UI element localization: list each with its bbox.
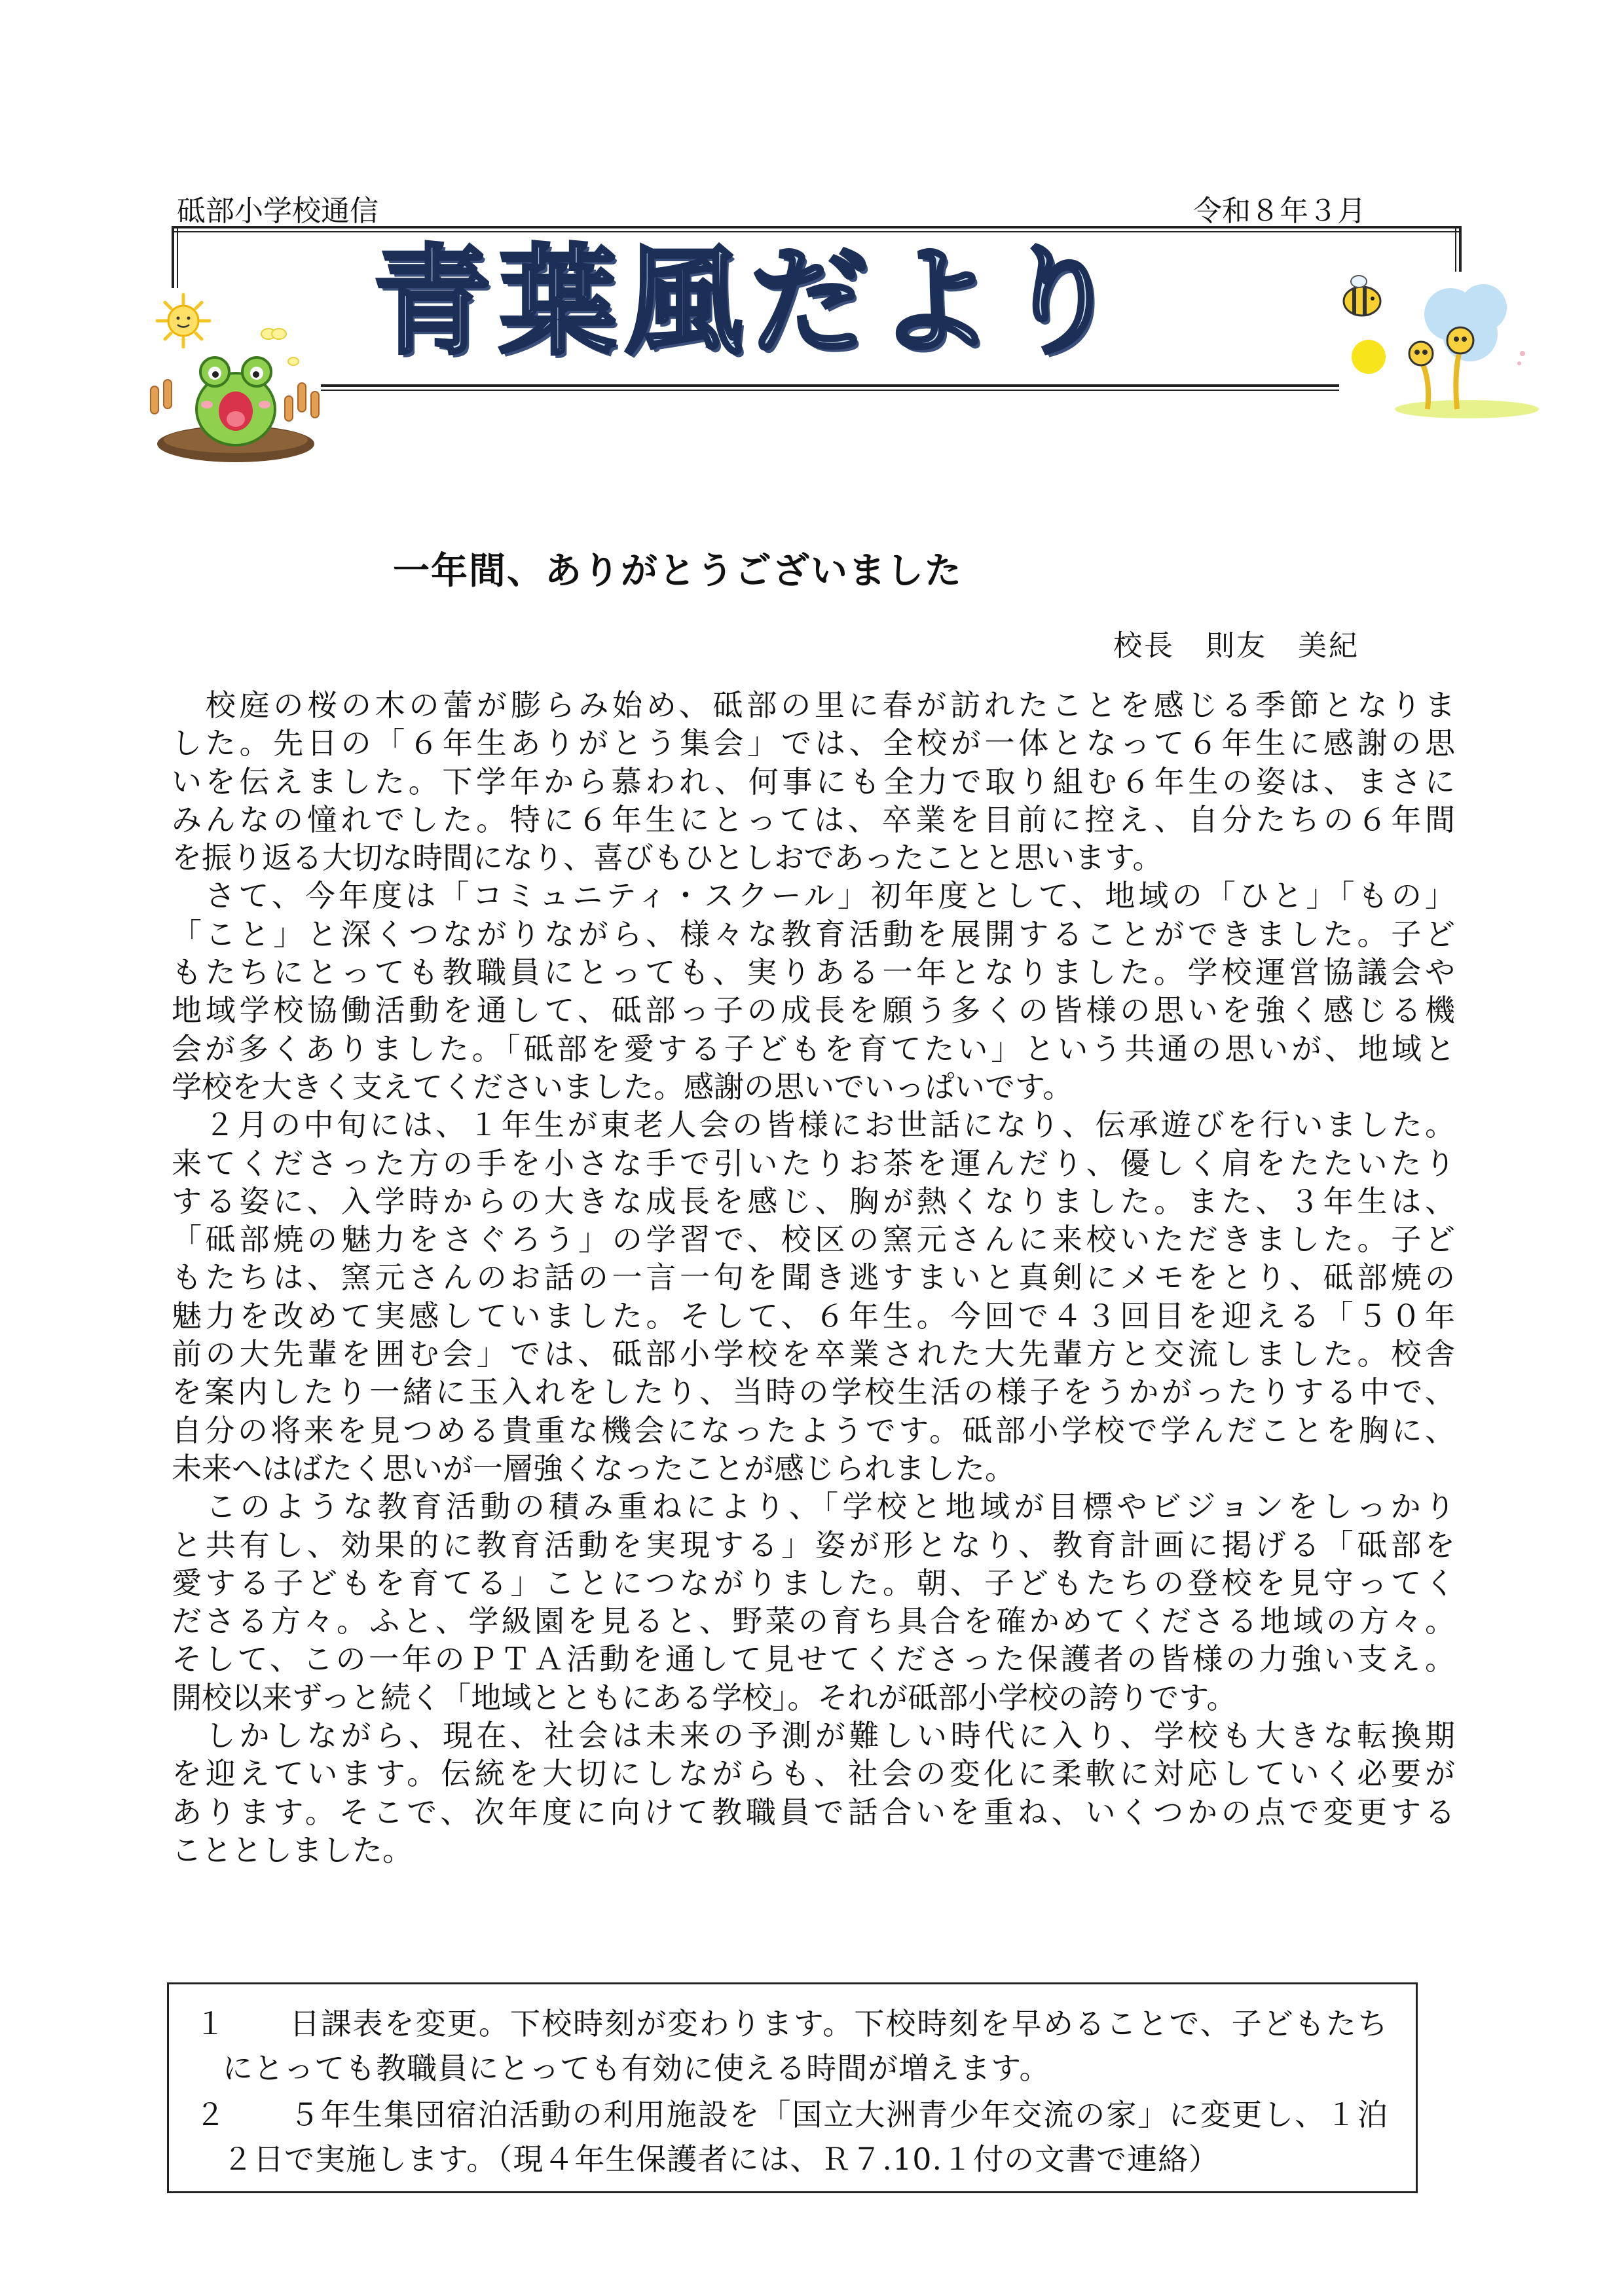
body-line: 愛する子どもを育てる」ことにつながりました。朝、子どもたちの登校を見守ってく (172, 1565, 1455, 1601)
butterfly-icon (261, 329, 299, 365)
body-line: そして、この一年のＰＴＡ活動を通して見せてくださった保護者の皆様の力強い支え。 (172, 1641, 1455, 1677)
article-body (172, 686, 1455, 1869)
body-line: 「砥部焼の魅力をさぐろう」の学習で、校区の窯元さんに来校いただきました。子ど (172, 1222, 1455, 1258)
body-line: もたちは、窯元さんのお話の一言一句を聞き逃すまいと真剣にメモをとり、砥部焼の (172, 1260, 1456, 1296)
body-line: 自分の将来を見つめる貴重な機会になったようです。砥部小学校で学んだことを胸に、 (172, 1412, 1455, 1448)
masthead-frame-top (172, 226, 1462, 232)
body-line: 校庭の桜の木の蕾が膨らみ始め、砥部の里に春が訪れたことを感じる季節となりま (172, 687, 1455, 723)
notice-item-1-line2: にとっても教職員にとっても有効に使える時間が増えます。 (223, 2050, 1050, 2086)
ground-icon (1395, 400, 1539, 418)
body-line: 開校以来ずっと続く「地域とともにある学校」。それが砥部小学校の誇りです。 (172, 1679, 1237, 1715)
body-line: このような教育活動の積み重ねにより、「学校と地域が目標やビジョンをしっかり (172, 1489, 1455, 1525)
article-author: 校長 則友 美紀 (1113, 629, 1359, 663)
bee-flower-illustration (1323, 262, 1539, 432)
body-line: 魅力を改めて実感していました。そして、６年生。今回で４３回目を迎える「５０年 (172, 1298, 1455, 1334)
body-line: こととしました。 (172, 1832, 413, 1868)
frog-icon (196, 357, 275, 445)
body-line: 前の大先輩を囲む会」では、砥部小学校を卒業された大先輩方と交流しました。校舎 (172, 1336, 1456, 1372)
body-line: もたちにとっても教職員にとっても、実りある一年となりました。学校運営協議会や (172, 955, 1455, 991)
body-line: と共有し、効果的に教育活動を実現する」姿が形となり、教育計画に掲げる「砥部を (172, 1527, 1455, 1563)
masthead-title: 青葉風だより (373, 234, 1128, 371)
body-line: 会が多くありました。「砥部を愛する子どもを育てたい」という共通の思いが、地域と (172, 1030, 1455, 1066)
body-line: する姿に、入学時からの大きな成長を感じ、胸が熱くなりました。また、３年生は、 (172, 1183, 1455, 1219)
bee-icon (1344, 276, 1380, 316)
body-line: あります。そこで、次年度に向けて教職員で話合いを重ね、いくつかの点で変更する (172, 1794, 1455, 1830)
notice-item-2-line2: ２日で実施します。（現４年生保護者には、Ｒ７.10.１付の文書で連絡） (223, 2141, 1220, 2177)
body-line: 未来へはばたく思いが一層強くなったことが感じられました。 (172, 1450, 1015, 1486)
body-line: した。先日の「６年生ありがとう集会」では、全校が一体となって６年生に感謝の思 (172, 725, 1456, 761)
sun-icon (157, 295, 210, 347)
body-line: ださる方々。ふと、学級園を見ると、野菜の育ち具合を確かめてくださる地域の方々。 (172, 1603, 1455, 1639)
flower-icon (1409, 327, 1473, 409)
body-line: 来てくださった方の手を小さな手で引いたりお茶を運んだり、優しく肩をたたいたり (172, 1145, 1456, 1181)
body-line: ２月の中旬には、１年生が東老人会の皆様にお世話になり、伝承遊びを行いました。 (172, 1107, 1455, 1143)
frog-illustration (138, 288, 334, 484)
body-line: を迎えています。伝統を大切にしながらも、社会の変化に柔軟に対応していく必要が (172, 1756, 1455, 1792)
body-line: を振り返る大切な時間になり、喜びもひとしおであったことと思います。 (172, 840, 1163, 876)
body-line: 地域学校協働活動を通して、砥部っ子の成長を願う多くの皆様の思いを強く感じる機 (172, 993, 1455, 1029)
body-line: みんなの憧れでした。特に６年生にとっては、卒業を目前に控え、自分たちの６年間 (172, 801, 1455, 837)
notice-box (167, 1982, 1418, 2193)
body-line: 学校を大きく支えてくださいました。感謝の思いでいっぱいです。 (172, 1068, 1073, 1104)
body-line: 「こと」と深くつながりながら、様々な教育活動を展開することができました。子ど (172, 916, 1455, 952)
body-line: しかしながら、現在、社会は未来の予測が難しい時代に入り、学校も大きな転換期 (172, 1718, 1456, 1754)
body-line: さて、今年度は「コミュニティ・スクール」初年度として、地域の「ひと」「もの」 (172, 878, 1455, 914)
body-line: いを伝えました。下学年から慕われ、何事にも全力で取り組む６年生の姿は、まさに (172, 763, 1455, 799)
article-title: 一年間、ありがとうございました (393, 549, 963, 592)
notice-item-2-line1: ２ ５年生集団宿泊活動の利用施設を「国立大洲青少年交流の家」に変更し、１泊 (195, 2097, 1388, 2132)
notice-item-1-line1: １ 日課表を変更。下校時刻が変わります。下校時刻を早めることで、子どもたち (195, 2006, 1388, 2041)
masthead-frame-bottom (321, 384, 1339, 391)
school-name: 砥部小学校通信 (177, 194, 378, 228)
sparkle-icon (1517, 351, 1525, 365)
issue-date: 令和８年３月 (1193, 194, 1366, 228)
balloon-icon (1352, 340, 1386, 374)
body-line: を案内したり一緒に玉入れをしたり、当時の学校生活の様子をうかがったりする中で、 (172, 1374, 1455, 1410)
masthead-frame-left (172, 226, 178, 288)
